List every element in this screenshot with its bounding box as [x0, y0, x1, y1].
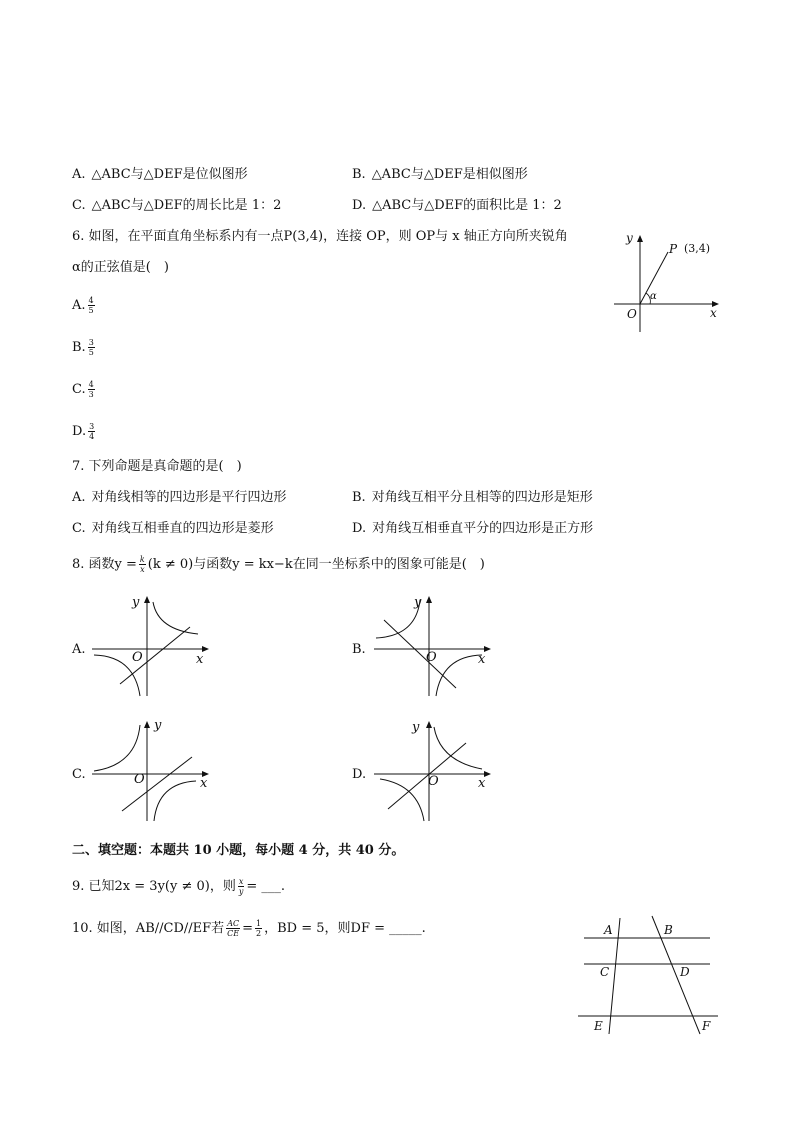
q8-graph-c-label: C. — [72, 767, 86, 782]
stem-text: 9. 已知2x = 3y(y ≠ 0)，则 — [72, 879, 236, 894]
stem-text: (k ≠ 0)与函数y = kx−k在同一坐标系中的图象可能是( ) — [147, 557, 485, 572]
option-fraction — [88, 296, 95, 315]
hyperbola-branch — [380, 779, 424, 821]
option-text: 对角线互相垂直平分的四边形是正方形 — [372, 521, 594, 536]
q8-graph-d — [370, 717, 495, 825]
q9-stem — [72, 877, 285, 896]
option-label: D. — [72, 424, 87, 439]
q8-graph-c — [88, 717, 213, 825]
option-label: C. — [72, 382, 86, 397]
origin-label: O — [428, 774, 439, 789]
point-c-label: C — [600, 965, 610, 979]
q6-coordinate-figure — [610, 228, 725, 338]
option-fraction — [88, 422, 95, 441]
linear-line — [384, 620, 456, 688]
option-fraction — [88, 380, 95, 399]
q6-option-b — [72, 338, 97, 357]
frac-den: y — [238, 887, 244, 896]
frac-num: 4 — [88, 380, 94, 389]
option-label: A. — [72, 298, 86, 313]
origin-label: O — [132, 650, 143, 665]
q6-stem-line2: α的正弦值是( ) — [72, 260, 169, 275]
q7-option-d — [352, 520, 593, 538]
stem-fraction — [255, 919, 262, 938]
point-f-label: F — [702, 1019, 711, 1033]
origin-label: O — [134, 772, 145, 787]
q7-option-b — [352, 489, 593, 507]
linear-line — [120, 627, 190, 684]
option-label: C. — [72, 198, 86, 213]
y-label: y — [626, 231, 633, 245]
stem-text: 10. 如图，AB//CD//EF若 — [72, 921, 225, 936]
q6-stem-line1: 6. 如图，在平面直角坐标系内有一点P(3,4)，连接 OP，则 OP与 x 轴正方向所夹锐角 — [72, 229, 568, 244]
linear-line — [122, 757, 192, 811]
option-label: B. — [352, 490, 366, 505]
x-label: x — [478, 776, 486, 791]
y-label: y — [132, 595, 140, 610]
q5-option-d — [352, 197, 562, 215]
option-text: △ABC与△DEF的周长比是 1：2 — [91, 198, 282, 213]
x-label: x — [710, 306, 717, 320]
option-label: A. — [72, 490, 86, 505]
stem-text: = — [242, 921, 254, 936]
y-label: y — [412, 720, 420, 735]
frac-den: 3 — [88, 390, 94, 399]
q8-stem — [72, 555, 485, 574]
q5-option-a — [72, 166, 248, 184]
x-label: x — [200, 776, 208, 791]
q8-graph-a-label: A. — [72, 642, 86, 657]
y-label: y — [414, 595, 422, 610]
frac-num: 3 — [88, 338, 94, 347]
y-label: y — [154, 718, 162, 733]
option-fraction — [88, 338, 95, 357]
frac-num: x — [238, 877, 244, 886]
point-p-coord: (3,4) — [684, 242, 711, 255]
q6-option-c — [72, 380, 97, 399]
q6-option-a — [72, 296, 97, 315]
origin-label: O — [627, 307, 637, 321]
point-e-label: E — [594, 1019, 603, 1033]
linear-line — [388, 743, 466, 809]
frac-num: AC — [227, 919, 240, 928]
q7-stem: 7. 下列命题是真命题的是( ) — [72, 459, 242, 474]
q10-stem — [72, 919, 426, 938]
hyperbola-branch — [154, 781, 196, 821]
x-label: x — [196, 652, 204, 667]
hyperbola-branch — [434, 727, 482, 769]
option-label: B. — [72, 340, 86, 355]
stem-fraction — [226, 919, 240, 938]
option-text: 对角线相等的四边形是平行四边形 — [91, 490, 287, 505]
q8-graph-a — [88, 592, 213, 700]
frac-num: k — [139, 555, 145, 564]
q7-option-c — [72, 520, 274, 538]
q6-option-d — [72, 422, 97, 441]
q7-option-a — [72, 489, 287, 507]
point-p-label: P — [669, 242, 678, 256]
q5-option-c — [72, 197, 281, 215]
option-text: △ABC与△DEF的面积比是 1：2 — [372, 198, 562, 213]
stem-fraction — [139, 555, 146, 574]
frac-den: 2 — [256, 929, 262, 938]
hyperbola-branch — [153, 602, 198, 634]
stem-fraction — [238, 877, 245, 896]
option-label: C. — [72, 521, 86, 536]
stem-text: ，BD = 5，则DF = _____. — [264, 921, 426, 936]
frac-den: x — [140, 565, 145, 574]
section-2-heading: 二、填空题：本题共 10 小题，每小题 4 分，共 40 分。 — [72, 843, 405, 858]
stem-text: 8. 函数y = — [72, 557, 137, 572]
option-text: 对角线互相平分且相等的四边形是矩形 — [371, 490, 593, 505]
alpha-label: α — [650, 291, 657, 302]
option-label: D. — [352, 521, 367, 536]
frac-den: 4 — [89, 432, 95, 441]
stem-text: = ___. — [246, 879, 286, 894]
q8-graph-b-label: B. — [352, 642, 366, 657]
q5-option-b — [352, 166, 528, 184]
option-label: B. — [352, 167, 366, 182]
point-b-label: B — [664, 923, 673, 937]
hyperbola-branch — [94, 725, 140, 771]
option-label: A. — [72, 167, 86, 182]
option-text: 对角线互相垂直的四边形是菱形 — [91, 521, 274, 536]
option-text: △ABC与△DEF是相似图形 — [371, 167, 528, 182]
frac-num: 4 — [88, 296, 94, 305]
point-a-label: A — [604, 923, 613, 937]
x-label: x — [478, 652, 486, 667]
q8-graph-b — [370, 592, 495, 700]
q8-graph-d-label: D. — [352, 767, 367, 782]
frac-den: 5 — [88, 348, 94, 357]
origin-label: O — [426, 650, 437, 665]
frac-num: 1 — [256, 919, 262, 928]
frac-den: CE — [227, 929, 240, 938]
point-d-label: D — [680, 965, 690, 979]
frac-num: 3 — [89, 422, 95, 431]
option-label: D. — [352, 198, 367, 213]
q10-parallel-lines-figure — [576, 912, 726, 1040]
option-text: △ABC与△DEF是位似图形 — [91, 167, 248, 182]
frac-den: 5 — [88, 306, 94, 315]
